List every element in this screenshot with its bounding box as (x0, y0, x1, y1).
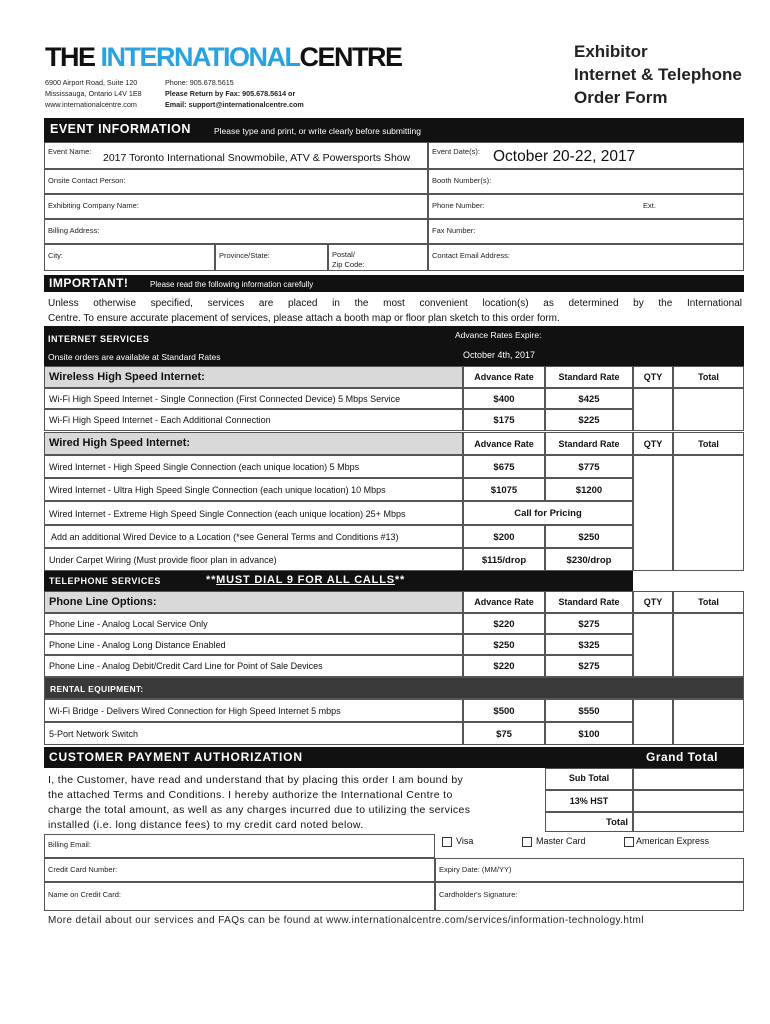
row-desc: Phone Line - Analog Long Distance Enabled (49, 640, 226, 650)
standard-price: $275 (545, 655, 633, 677)
wired-title: Wired High Speed Internet: (49, 437, 191, 449)
table-row (44, 655, 463, 677)
expiry-date-field[interactable] (435, 858, 744, 882)
phone-text: Phone: 905.678.5615 (165, 78, 234, 87)
standard-price: $100 (545, 722, 633, 745)
standard-price: $550 (545, 699, 633, 722)
internet-heading: INTERNET SERVICES (48, 334, 150, 344)
col-advance-header (463, 366, 545, 388)
row-desc: Wi-Fi High Speed Internet - Single Connection (First Connected Device) 5 Mbps Service (49, 394, 401, 404)
internet-services-bar (44, 326, 744, 366)
telephone-heading: TELEPHONE SERVICES (49, 576, 161, 586)
call-for-pricing: Call for Pricing (463, 501, 633, 525)
contact-block (165, 77, 304, 110)
row-desc: Wired Internet - High Speed Single Connection (each unique location) 5 Mbps (49, 462, 360, 472)
phone-number-field[interactable] (428, 194, 744, 219)
field-label: Contact Email Address: (432, 251, 510, 260)
col-total-header (673, 432, 744, 455)
standard-price: $225 (545, 409, 633, 431)
subtotal-label-cell (545, 768, 633, 790)
expire-label: Advance Rates Expire: (455, 330, 542, 340)
event-name-field[interactable] (44, 142, 428, 169)
col-total-header (673, 366, 744, 388)
company-name-field[interactable] (44, 194, 428, 219)
grand-total-label: Grand Total (646, 750, 718, 764)
col-header-text: Total (698, 439, 719, 449)
col-header-text: Advance Rate (474, 597, 534, 607)
contact-email-field[interactable] (428, 244, 744, 271)
title-line: Exhibitor (574, 42, 648, 61)
payment-heading: CUSTOMER PAYMENT AUTHORIZATION (49, 750, 303, 764)
table-row (44, 548, 463, 571)
advance-price: $500 (463, 699, 545, 722)
city-field[interactable] (44, 244, 215, 271)
event-info-heading: EVENT INFORMATION (50, 122, 191, 136)
col-header-text: Standard Rate (558, 597, 620, 607)
event-info-bar (44, 118, 744, 142)
advance-price: $175 (463, 409, 545, 431)
title-line: Order Form (574, 88, 668, 107)
important-line: Centre. To ensure accurate placement of services, please attach a booth map or floor plan sketch to this order form. (48, 313, 560, 324)
billing-address-field[interactable] (44, 219, 428, 244)
row-desc: Phone Line - Analog Debit/Credit Card Line for Point of Sale Devices (49, 661, 323, 671)
visa-label: Visa (456, 836, 474, 846)
field-label: Name on Credit Card: (48, 890, 121, 899)
col-standard-header (545, 591, 633, 613)
table-row (44, 501, 463, 525)
col-header-text: Standard Rate (558, 372, 620, 382)
mastercard-option[interactable] (522, 836, 586, 847)
event-info-note: Please type and print, or write clearly before submitting (214, 126, 421, 136)
row-desc: Wired Internet - Ultra High Speed Single Connection (each unique location) 10 Mbps (49, 485, 386, 495)
table-row (44, 634, 463, 655)
amex-label: American Express (636, 836, 710, 846)
address-line: 6900 Airport Road, Suite 120 (45, 78, 138, 87)
col-header-text: QTY (643, 439, 663, 449)
telephone-services-bar (44, 571, 633, 591)
col-qty-header (633, 432, 673, 455)
advance-price: $200 (463, 525, 545, 548)
total-input[interactable] (673, 613, 744, 677)
col-header-text: QTY (643, 597, 663, 607)
event-date-value: October 20-22, 2017 (493, 148, 636, 165)
advance-price: $220 (463, 655, 545, 677)
row-desc: Under Carpet Wiring (Must provide floor plan in advance) (49, 555, 277, 565)
must-dial-text: MUST DIAL 9 FOR ALL CALLS (216, 574, 395, 586)
col-header-text: Total (698, 372, 719, 382)
visa-option[interactable] (442, 836, 473, 847)
field-label: Billing Address: (48, 226, 100, 235)
advance-price: $250 (463, 634, 545, 655)
field-label: Onsite Contact Person: (48, 176, 126, 185)
advance-price: $75 (463, 722, 545, 745)
field-label: Billing Email: (48, 840, 91, 849)
row-desc: Wired Internet - Extreme High Speed Single Connection (each unique location) 25+ Mbps (49, 509, 406, 519)
table-row (44, 455, 463, 478)
credit-card-number-field[interactable] (44, 858, 435, 882)
logo-international: INTERNATIONAL (100, 42, 300, 72)
standard-price: $275 (545, 613, 633, 634)
signature-field[interactable] (435, 882, 744, 911)
standard-price: $425 (545, 388, 633, 409)
authorization-text (48, 773, 542, 833)
rental-heading: RENTAL EQUIPMENT: (50, 684, 144, 694)
province-field[interactable] (215, 244, 328, 271)
advance-price: $675 (463, 455, 545, 478)
field-label: Fax Number: (432, 226, 476, 235)
fax-text: Please Return by Fax: 905.678.5614 or (165, 89, 296, 98)
onsite-note: Onsite orders are available at Standard Rates (48, 352, 221, 362)
field-label: Event Date(s): (432, 147, 480, 156)
col-qty-header (633, 591, 673, 613)
rental-equipment-bar (44, 677, 744, 699)
table-row (44, 525, 463, 548)
col-standard-header (545, 366, 633, 388)
billing-email-field[interactable] (44, 834, 435, 858)
field-label: City: (48, 251, 63, 260)
footer-text: More detail about our services and FAQs can be found at www.internationalcentre.com/services/information-technology.html (48, 915, 644, 926)
logo-centre: CENTRE (299, 42, 402, 72)
field-label: Province/State: (219, 251, 270, 260)
mastercard-checkbox[interactable] (522, 837, 532, 847)
important-line: Unless otherwise specified, services are placed in the most convenient location(s) as determined by the International (48, 298, 742, 309)
advance-price: $400 (463, 388, 545, 409)
advance-price: $1075 (463, 478, 545, 501)
important-heading: IMPORTANT! (49, 276, 129, 290)
advance-price: $220 (463, 613, 545, 634)
field-label: Phone Number: (432, 201, 485, 210)
hst-label: 13% HST (569, 796, 609, 806)
event-date-field[interactable] (428, 142, 744, 169)
wired-title-cell (44, 432, 463, 455)
standard-price: $325 (545, 634, 633, 655)
auth-line: charge the total amount, as well as any charges incurred due to utilizing the services (48, 804, 471, 816)
col-header-text: QTY (643, 372, 663, 382)
address-line: Mississauga, Ontario L4V 1E8 (45, 89, 142, 98)
standard-price: $775 (545, 455, 633, 478)
field-label: Booth Number(s): (432, 176, 492, 185)
logo-the: THE (45, 42, 95, 72)
event-name-value: 2017 Toronto International Snowmobile, ATV & Powersports Show (103, 152, 411, 164)
table-row (44, 388, 463, 409)
table-row (44, 722, 463, 745)
row-desc: 5-Port Network Switch (49, 729, 139, 739)
title-line: Internet & Telephone (574, 65, 742, 84)
table-row (44, 478, 463, 501)
row-desc: Phone Line - Analog Local Service Only (49, 619, 208, 629)
auth-line: I, the Customer, have read and understand that by placing this order I am bound by (48, 774, 464, 786)
total-label-cell (545, 812, 633, 832)
postal-code-field[interactable] (328, 244, 428, 271)
auth-line: the attached Terms and Conditions. I hereby authorize the International Centre to (48, 789, 453, 801)
wireless-title: Wireless High Speed Internet: (49, 371, 205, 383)
onsite-contact-field[interactable] (44, 169, 428, 194)
amex-checkbox[interactable] (624, 837, 634, 847)
field-label: Credit Card Number: (48, 865, 118, 874)
row-desc: Wi-Fi High Speed Internet - Each Additional Connection (49, 415, 271, 425)
field-label: Postal/ (332, 250, 355, 259)
standard-price: $1200 (545, 478, 633, 501)
logo (45, 42, 402, 73)
total-input[interactable] (673, 455, 744, 571)
ext-label: Ext. (643, 201, 656, 210)
table-row (44, 409, 463, 431)
important-text (48, 296, 742, 326)
total-label: Total (606, 817, 628, 828)
total-input[interactable] (673, 699, 744, 745)
auth-line: installed (i.e. long distance fees) to my credit card noted below. (48, 819, 364, 831)
advance-price: $115/drop (463, 548, 545, 571)
subtotal-input[interactable] (633, 768, 744, 790)
row-desc: Add an additional Wired Device to a Location (*see General Terms and Conditions #13) (51, 532, 399, 542)
col-qty-header (633, 366, 673, 388)
col-header-text: Standard Rate (558, 439, 620, 449)
mastercard-label: Master Card (536, 836, 586, 846)
expire-date: October 4th, 2017 (463, 350, 536, 360)
visa-checkbox[interactable] (442, 837, 452, 847)
wireless-title-cell (44, 366, 463, 388)
col-header-text: Advance Rate (474, 439, 534, 449)
phone-title: Phone Line Options: (49, 596, 157, 608)
subtotal-label: Sub Total (568, 773, 610, 783)
qty-input[interactable] (633, 455, 673, 571)
email-text: Email: support@internationalcentre.com (165, 100, 304, 109)
standard-price: $230/drop (545, 548, 633, 571)
standard-price: $250 (545, 525, 633, 548)
website-text: www.internationalcentre.com (45, 100, 137, 109)
booth-number-field[interactable] (428, 169, 744, 194)
address-block (45, 77, 142, 110)
field-label: Event Name: (48, 147, 92, 156)
field-label: Expiry Date: (MM/YY) (439, 865, 512, 874)
qty-input[interactable] (633, 613, 673, 677)
row-desc: Wi-Fi Bridge - Delivers Wired Connection for High Speed Internet 5 mbps (49, 706, 341, 716)
table-row (44, 613, 463, 634)
col-advance-header (463, 591, 545, 613)
col-header-text: Advance Rate (474, 372, 534, 382)
grand-total-input[interactable] (633, 812, 744, 832)
name-on-card-field[interactable] (44, 882, 435, 911)
field-label: Zip Code: (332, 260, 365, 269)
col-total-header (673, 591, 744, 613)
field-label: Cardholder's Signature: (439, 890, 518, 899)
col-standard-header (545, 432, 633, 455)
form-title (574, 40, 742, 109)
field-label: Exhibiting Company Name: (48, 201, 139, 210)
total-input[interactable] (673, 388, 744, 431)
col-advance-header (463, 432, 545, 455)
qty-input[interactable] (633, 699, 673, 745)
important-bar (44, 275, 744, 292)
must-dial-prefix: ** (206, 574, 217, 586)
table-row (44, 699, 463, 722)
payment-bar (44, 747, 744, 768)
must-dial-suffix: ** (394, 574, 406, 586)
important-note: Please read the following information carefully (150, 280, 314, 289)
hst-label-cell (545, 790, 633, 812)
qty-input[interactable] (633, 388, 673, 431)
col-header-text: Total (698, 597, 719, 607)
phone-title-cell (44, 591, 463, 613)
must-dial-notice (206, 574, 405, 586)
amex-option[interactable] (624, 836, 709, 847)
fax-number-field[interactable] (428, 219, 744, 244)
hst-input[interactable] (633, 790, 744, 812)
